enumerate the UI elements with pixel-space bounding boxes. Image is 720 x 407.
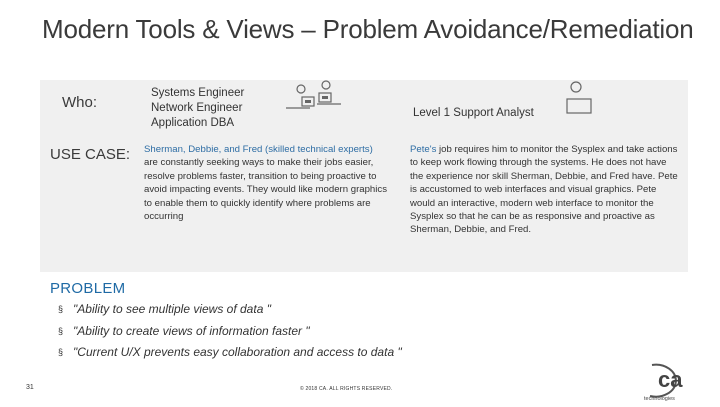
problem-bullet — [58, 324, 310, 338]
use-case-label: USE CASE: — [50, 146, 131, 163]
bullet-text: "Current U/X prevents easy collaboration and access to data " — [73, 345, 402, 359]
problem-heading: PROBLEM — [50, 280, 126, 297]
left-rest: are constantly seeking ways to make their jobs easier, resolve problems faster, transition to being proactive to avoid impacting events. They would like modern graphics to enable them to quickly identify where problems are occurring — [144, 157, 387, 223]
logo-sub: technologies — [644, 396, 675, 402]
bullet-text: "Ability to create views of information faster " — [73, 324, 310, 338]
problem-bullet — [58, 345, 402, 359]
right-use-case-text — [410, 143, 682, 237]
role-level-1-support: Level 1 Support Analyst — [413, 107, 534, 119]
left-skilled-prefix: (skilled technical — [262, 144, 336, 155]
copyright: © 2018 CA. ALL RIGHTS RESERVED. — [300, 386, 393, 392]
slide-title: Modern Tools & Views – Problem Avoidance/Remediation — [42, 14, 694, 44]
bullet-glyph: § — [58, 326, 64, 336]
user-at-desk-icon — [562, 80, 598, 118]
who-label: Who: — [62, 94, 98, 111]
two-users-at-desks-icon — [284, 78, 344, 118]
left-names: Sherman, Debbie, and Fred — [144, 144, 263, 155]
problem-bullet — [58, 302, 271, 316]
right-name: Pete's — [410, 144, 437, 155]
roles-left — [151, 86, 244, 131]
right-rest: job requires him to monitor the Sysplex and take actions to keep work flowing through the systems. He does not have the experience nor skill Sherman, Debbie, and Fred have. Pete is accustomed to web interfaces and visual graphics. Pete would an interactive, modern web interface to monitor the Sysplex so that he can be as responsive and proactive as Sherman, Debbie, and Fred. — [410, 144, 678, 236]
page-number: 31 — [26, 384, 34, 391]
role-network-engineer: Network Engineer — [151, 102, 243, 114]
role-application-dba: Application DBA — [151, 117, 235, 129]
left-skilled-suffix: experts) — [338, 144, 373, 155]
bullet-glyph: § — [58, 304, 64, 314]
logo-mark — [640, 362, 700, 402]
role-systems-engineer: Systems Engineer — [151, 87, 245, 99]
ca-technologies-logo — [640, 362, 700, 402]
left-use-case-text — [144, 143, 389, 223]
logo-text: ca — [658, 367, 683, 392]
bullet-text: "Ability to see multiple views of data " — [73, 302, 271, 316]
bullet-glyph: § — [58, 347, 64, 357]
